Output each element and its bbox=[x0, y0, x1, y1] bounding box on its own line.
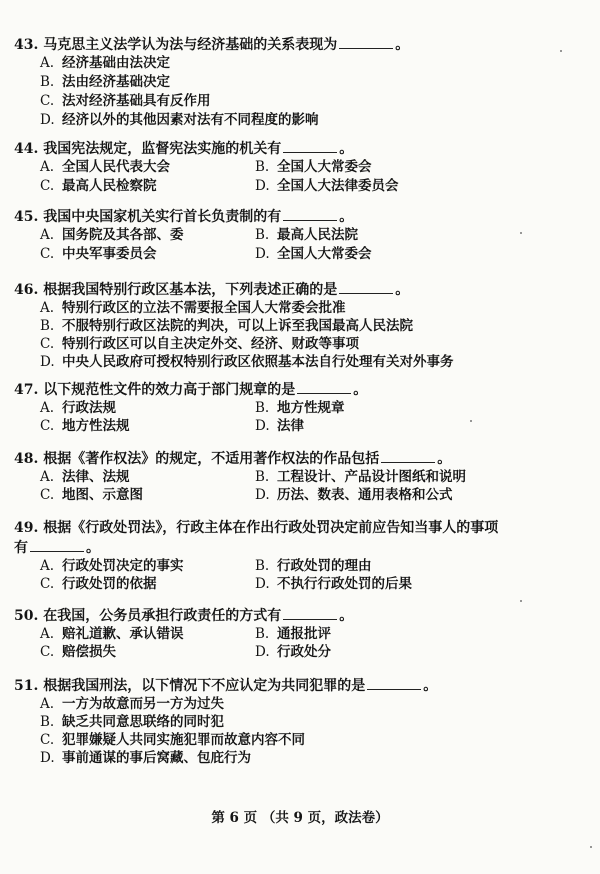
option-b: B. 不服特别行政区法院的判决，可以上诉至我国最高人民法院 bbox=[40, 318, 413, 334]
option-c: C. 最高人民检察院 bbox=[40, 178, 157, 194]
option-d: D. 全国人大法律委员会 bbox=[255, 178, 399, 194]
option-a: A. 一方为故意而另一方为过失 bbox=[40, 696, 224, 712]
question-stem: 51. 根据我国刑法，以下情况下不应认定为共同犯罪的是 。 bbox=[14, 678, 438, 694]
option-a: A. 特别行政区的立法不需要报全国人大常委会批准 bbox=[40, 300, 346, 316]
option-c: C. 行政处罚的依据 bbox=[40, 576, 157, 592]
option-b: B. 通报批评 bbox=[255, 626, 331, 642]
option-b: B. 行政处罚的理由 bbox=[255, 558, 372, 574]
option-d: D. 历法、数表、通用表格和公式 bbox=[255, 487, 453, 503]
answer-blank bbox=[339, 281, 393, 294]
question-stem: 47. 以下规范性文件的效力高于部门规章的是 。 bbox=[14, 382, 368, 398]
question-stem: 45. 我国中央国家机关实行首长负责制的有 。 bbox=[14, 209, 354, 225]
answer-blank bbox=[30, 539, 84, 552]
scan-speck bbox=[590, 846, 592, 848]
option-d: D. 行政处分 bbox=[255, 644, 331, 660]
option-d: D. 不执行行政处罚的后果 bbox=[255, 576, 412, 592]
answer-blank bbox=[297, 381, 351, 394]
answer-blank bbox=[381, 450, 435, 463]
question-stem: 48. 根据《著作权法》的规定，不适用著作权法的作品包括 。 bbox=[14, 451, 452, 467]
option-d: D. 经济以外的其他因素对法有不同程度的影响 bbox=[40, 112, 319, 128]
option-d: D. 事前通谋的事后窝藏、包庇行为 bbox=[40, 750, 251, 766]
question-stem: 44. 我国宪法规定，监督宪法实施的机关有 。 bbox=[14, 141, 354, 157]
option-b: B. 全国人大常委会 bbox=[255, 159, 372, 175]
option-c: C. 犯罪嫌疑人共同实施犯罪而故意内容不同 bbox=[40, 732, 305, 748]
option-a: A. 经济基础由法决定 bbox=[40, 55, 170, 71]
option-a: A. 行政处罚决定的事实 bbox=[40, 558, 184, 574]
answer-blank bbox=[339, 36, 393, 49]
option-a: A. 行政法规 bbox=[40, 400, 116, 416]
scan-speck bbox=[470, 420, 472, 422]
scan-speck bbox=[520, 600, 522, 602]
answer-blank bbox=[283, 607, 337, 620]
option-c: C. 地图、示意图 bbox=[40, 487, 143, 503]
option-d: D. 法律 bbox=[255, 418, 304, 434]
answer-blank bbox=[283, 140, 337, 153]
option-a: A. 法律、法规 bbox=[40, 469, 130, 485]
option-c: C. 地方性法规 bbox=[40, 418, 130, 434]
option-c: C. 特别行政区可以自主决定外交、经济、财政等事项 bbox=[40, 336, 359, 352]
answer-blank bbox=[367, 677, 421, 690]
option-d: D. 中央人民政府可授权特别行政区依照基本法自行处理有关对外事务 bbox=[40, 354, 454, 370]
option-c: C. 中央军事委员会 bbox=[40, 246, 157, 262]
option-b: B. 地方性规章 bbox=[255, 400, 345, 416]
option-b: B. 最高人民法院 bbox=[255, 227, 358, 243]
option-a: A. 国务院及其各部、委 bbox=[40, 227, 184, 243]
question-stem: 50. 在我国，公务员承担行政责任的方式有 。 bbox=[14, 608, 354, 624]
option-b: B. 缺乏共同意思联络的同时犯 bbox=[40, 714, 224, 730]
option-c: C. 法对经济基础具有反作用 bbox=[40, 93, 211, 109]
question-stem: 49. 根据《行政处罚法》，行政主体在作出行政处罚决定前应告知当事人的事项 bbox=[14, 520, 499, 536]
answer-blank bbox=[283, 208, 337, 221]
option-c: C. 赔偿损失 bbox=[40, 644, 116, 660]
option-b: B. 工程设计、产品设计图纸和说明 bbox=[255, 469, 466, 485]
question-stem: 43. 马克思主义法学认为法与经济基础的关系表现为 。 bbox=[14, 37, 410, 53]
question-stem-continued: 有 。 bbox=[14, 540, 100, 556]
option-d: D. 全国人大常委会 bbox=[255, 246, 372, 262]
question-stem: 46. 根据我国特别行政区基本法，下列表述正确的是 。 bbox=[14, 282, 410, 298]
option-b: B. 法由经济基础决定 bbox=[40, 74, 170, 90]
scan-speck bbox=[560, 50, 562, 52]
scan-speck bbox=[520, 232, 522, 234]
option-a: A. 全国人民代表大会 bbox=[40, 159, 170, 175]
page-footer: 第 6 页 （共 9 页，政法卷） bbox=[211, 810, 389, 826]
option-a: A. 赔礼道歉、承认错误 bbox=[40, 626, 184, 642]
